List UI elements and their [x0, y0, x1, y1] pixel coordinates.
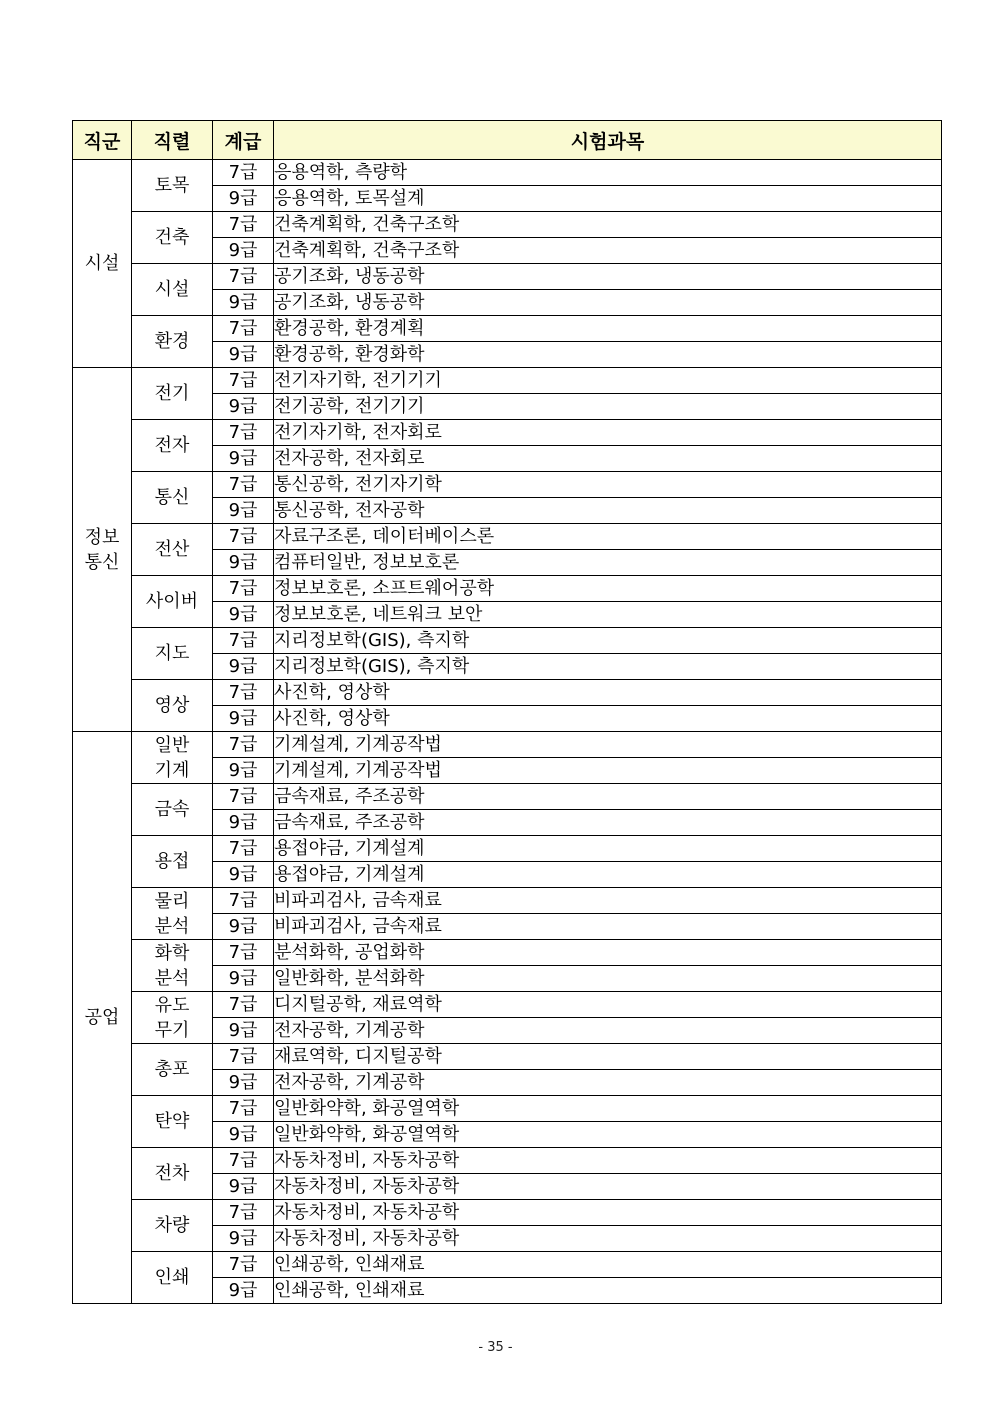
- grade-cell: 9급: [213, 446, 274, 472]
- grade-cell: 9급: [213, 1018, 274, 1044]
- table-row: [73, 264, 942, 290]
- series-cell: 사이버: [132, 576, 213, 628]
- grade-cell: 7급: [213, 784, 274, 810]
- subjects-cell: 일반화학, 분석화학: [274, 966, 942, 992]
- grade-cell: 7급: [213, 264, 274, 290]
- grade-cell: 9급: [213, 654, 274, 680]
- exam-subjects-table: [72, 120, 942, 1304]
- grade-cell: 9급: [213, 290, 274, 316]
- table-row: [73, 316, 942, 342]
- table-row: [73, 836, 942, 862]
- series-cell: 환경: [132, 316, 213, 368]
- table-header-row: [73, 121, 942, 160]
- grade-cell: 9급: [213, 758, 274, 784]
- series-cell: 지도: [132, 628, 213, 680]
- subjects-cell: 통신공학, 전자공학: [274, 498, 942, 524]
- series-cell: 물리 분석: [132, 888, 213, 940]
- grade-cell: 9급: [213, 394, 274, 420]
- table-row: [73, 1044, 942, 1070]
- series-cell: 전차: [132, 1148, 213, 1200]
- grade-cell: 7급: [213, 1252, 274, 1278]
- series-cell: 화학 분석: [132, 940, 213, 992]
- series-cell: 시설: [132, 264, 213, 316]
- table-row: [73, 160, 942, 186]
- grade-cell: 7급: [213, 420, 274, 446]
- grade-cell: 7급: [213, 472, 274, 498]
- grade-cell: 7급: [213, 836, 274, 862]
- subjects-cell: 디지털공학, 재료역학: [274, 992, 942, 1018]
- table-row: [73, 992, 942, 1018]
- subjects-cell: 전기자기학, 전기기기: [274, 368, 942, 394]
- subjects-cell: 공기조화, 냉동공학: [274, 290, 942, 316]
- subjects-cell: 건축계획학, 건축구조학: [274, 212, 942, 238]
- grade-cell: 7급: [213, 1200, 274, 1226]
- series-cell: 건축: [132, 212, 213, 264]
- subjects-cell: 기계설계, 기계공작법: [274, 758, 942, 784]
- table-row: [73, 472, 942, 498]
- table-row: [73, 628, 942, 654]
- subjects-cell: 인쇄공학, 인쇄재료: [274, 1252, 942, 1278]
- series-cell: 금속: [132, 784, 213, 836]
- table-row: [73, 732, 942, 758]
- subjects-cell: 자동차정비, 자동차공학: [274, 1226, 942, 1252]
- subjects-cell: 전자공학, 기계공학: [274, 1070, 942, 1096]
- series-cell: 전산: [132, 524, 213, 576]
- subjects-cell: 전자공학, 기계공학: [274, 1018, 942, 1044]
- series-cell: 일반 기계: [132, 732, 213, 784]
- subjects-cell: 용접야금, 기계설계: [274, 862, 942, 888]
- subjects-cell: 전기공학, 전기기기: [274, 394, 942, 420]
- grade-cell: 7급: [213, 524, 274, 550]
- subjects-cell: 지리정보학(GIS), 측지학: [274, 628, 942, 654]
- grade-cell: 7급: [213, 576, 274, 602]
- table-row: [73, 680, 942, 706]
- subjects-cell: 건축계획학, 건축구조학: [274, 238, 942, 264]
- subjects-cell: 환경공학, 환경계획: [274, 316, 942, 342]
- subjects-cell: 인쇄공학, 인쇄재료: [274, 1278, 942, 1304]
- table-row: [73, 1200, 942, 1226]
- series-cell: 통신: [132, 472, 213, 524]
- header-group: 직군: [73, 121, 132, 160]
- table-row: [73, 576, 942, 602]
- subjects-cell: 용접야금, 기계설계: [274, 836, 942, 862]
- grade-cell: 7급: [213, 628, 274, 654]
- table-row: [73, 940, 942, 966]
- subjects-cell: 기계설계, 기계공작법: [274, 732, 942, 758]
- subjects-cell: 일반화약학, 화공열역학: [274, 1122, 942, 1148]
- grade-cell: 9급: [213, 1122, 274, 1148]
- grade-cell: 7급: [213, 680, 274, 706]
- header-subjects: 시험과목: [274, 121, 942, 160]
- grade-cell: 9급: [213, 862, 274, 888]
- series-cell: 인쇄: [132, 1252, 213, 1304]
- series-cell: 전자: [132, 420, 213, 472]
- subjects-cell: 환경공학, 환경화학: [274, 342, 942, 368]
- series-cell: 영상: [132, 680, 213, 732]
- group-cell: 시설: [73, 160, 132, 368]
- table-row: [73, 784, 942, 810]
- table-row: [73, 420, 942, 446]
- subjects-cell: 금속재료, 주조공학: [274, 810, 942, 836]
- series-cell: 용접: [132, 836, 213, 888]
- grade-cell: 7급: [213, 368, 274, 394]
- subjects-cell: 정보보호론, 소프트웨어공학: [274, 576, 942, 602]
- grade-cell: 7급: [213, 732, 274, 758]
- series-cell: 전기: [132, 368, 213, 420]
- subjects-cell: 전기자기학, 전자회로: [274, 420, 942, 446]
- table-row: [73, 524, 942, 550]
- subjects-cell: 자료구조론, 데이터베이스론: [274, 524, 942, 550]
- grade-cell: 9급: [213, 706, 274, 732]
- grade-cell: 9급: [213, 238, 274, 264]
- grade-cell: 9급: [213, 186, 274, 212]
- subjects-cell: 비파괴검사, 금속재료: [274, 888, 942, 914]
- series-cell: 탄약: [132, 1096, 213, 1148]
- subjects-cell: 비파괴검사, 금속재료: [274, 914, 942, 940]
- subjects-cell: 일반화약학, 화공열역학: [274, 1096, 942, 1122]
- grade-cell: 9급: [213, 914, 274, 940]
- subjects-cell: 금속재료, 주조공학: [274, 784, 942, 810]
- subjects-cell: 사진학, 영상학: [274, 680, 942, 706]
- grade-cell: 7급: [213, 316, 274, 342]
- subjects-cell: 자동차정비, 자동차공학: [274, 1174, 942, 1200]
- header-series: 직렬: [132, 121, 213, 160]
- grade-cell: 7급: [213, 992, 274, 1018]
- table-row: [73, 1252, 942, 1278]
- subjects-cell: 지리정보학(GIS), 측지학: [274, 654, 942, 680]
- subjects-cell: 자동차정비, 자동차공학: [274, 1200, 942, 1226]
- grade-cell: 9급: [213, 1226, 274, 1252]
- grade-cell: 9급: [213, 966, 274, 992]
- grade-cell: 9급: [213, 602, 274, 628]
- group-cell: 공업: [73, 732, 132, 1304]
- grade-cell: 7급: [213, 1044, 274, 1070]
- grade-cell: 7급: [213, 940, 274, 966]
- subjects-cell: 분석화학, 공업화학: [274, 940, 942, 966]
- series-cell: 토목: [132, 160, 213, 212]
- table-row: [73, 212, 942, 238]
- subjects-cell: 응용역학, 토목설계: [274, 186, 942, 212]
- grade-cell: 9급: [213, 1070, 274, 1096]
- subjects-cell: 자동차정비, 자동차공학: [274, 1148, 942, 1174]
- page-number: - 35 -: [478, 1340, 513, 1355]
- table-row: [73, 368, 942, 394]
- grade-cell: 7급: [213, 888, 274, 914]
- group-cell: 정보 통신: [73, 368, 132, 732]
- table-row: [73, 1148, 942, 1174]
- grade-cell: 9급: [213, 342, 274, 368]
- series-cell: 차량: [132, 1200, 213, 1252]
- grade-cell: 7급: [213, 160, 274, 186]
- grade-cell: 9급: [213, 498, 274, 524]
- series-cell: 총포: [132, 1044, 213, 1096]
- table-row: [73, 888, 942, 914]
- subjects-cell: 통신공학, 전기자기학: [274, 472, 942, 498]
- subjects-cell: 사진학, 영상학: [274, 706, 942, 732]
- subjects-cell: 컴퓨터일반, 정보보호론: [274, 550, 942, 576]
- subjects-cell: 공기조화, 냉동공학: [274, 264, 942, 290]
- table-row: [73, 1096, 942, 1122]
- table-body: [73, 160, 942, 1304]
- subjects-cell: 정보보호론, 네트워크 보안: [274, 602, 942, 628]
- grade-cell: 7급: [213, 212, 274, 238]
- grade-cell: 7급: [213, 1096, 274, 1122]
- grade-cell: 9급: [213, 810, 274, 836]
- grade-cell: 9급: [213, 1174, 274, 1200]
- series-cell: 유도 무기: [132, 992, 213, 1044]
- subjects-cell: 재료역학, 디지털공학: [274, 1044, 942, 1070]
- grade-cell: 9급: [213, 1278, 274, 1304]
- grade-cell: 9급: [213, 550, 274, 576]
- subjects-cell: 응용역학, 측량학: [274, 160, 942, 186]
- grade-cell: 7급: [213, 1148, 274, 1174]
- subjects-cell: 전자공학, 전자회로: [274, 446, 942, 472]
- header-grade: 계급: [213, 121, 274, 160]
